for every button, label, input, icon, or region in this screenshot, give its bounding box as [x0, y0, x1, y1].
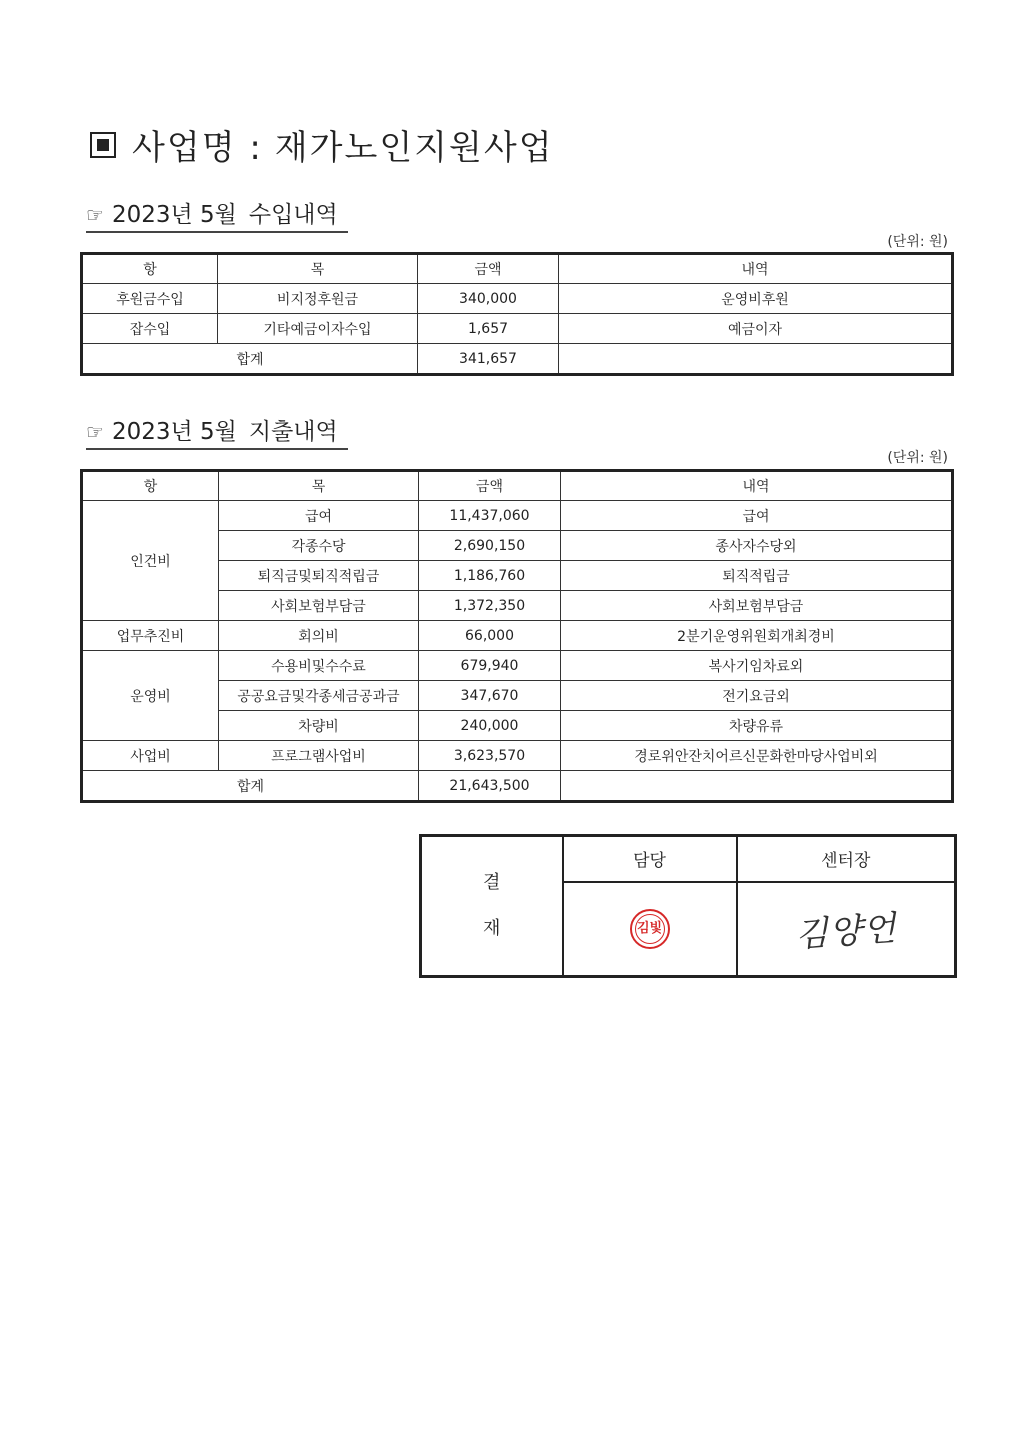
expense-amount: 679,940 — [419, 651, 561, 681]
expense-amount: 240,000 — [419, 711, 561, 741]
income-amount: 1,657 — [418, 314, 559, 344]
approval-label — [421, 836, 563, 977]
seal-text: 김빛 — [635, 914, 665, 944]
expense-amount: 11,437,060 — [419, 501, 561, 531]
expense-hang: 사업비 — [82, 741, 219, 771]
table-row — [82, 284, 953, 314]
income-total-row — [82, 344, 953, 375]
income-mok: 기타예금이자수입 — [218, 314, 418, 344]
expense-amount: 1,372,350 — [419, 591, 561, 621]
income-hang: 후원금수입 — [82, 284, 218, 314]
expense-mok: 차량비 — [219, 711, 419, 741]
income-header-row — [82, 254, 953, 284]
expense-mok: 수용비및수수료 — [219, 651, 419, 681]
page-title — [90, 120, 554, 169]
expense-detail: 경로위안잔치어르신문화한마당사업비외 — [561, 741, 953, 771]
income-heading-label: 수입내역 — [248, 202, 338, 228]
expense-heading-label: 지출내역 — [248, 419, 338, 445]
expense-detail: 복사기임차료외 — [561, 651, 953, 681]
expense-detail: 전기요금외 — [561, 681, 953, 711]
expense-total-amount: 21,643,500 — [419, 771, 561, 802]
expense-amount: 347,670 — [419, 681, 561, 711]
expense-detail: 급여 — [561, 501, 953, 531]
income-amount: 340,000 — [418, 284, 559, 314]
income-col-detail: 내역 — [559, 254, 953, 284]
income-detail: 예금이자 — [559, 314, 953, 344]
approval-col-manager: 담당 — [563, 836, 737, 882]
expense-detail: 2분기운영위원회개최경비 — [561, 621, 953, 651]
income-unit: (단위: 원) — [887, 234, 948, 250]
expense-mok: 회의비 — [219, 621, 419, 651]
square-bullet-icon — [90, 132, 116, 158]
table-row — [82, 741, 953, 771]
expense-col-hang: 항 — [82, 471, 219, 501]
expense-mok: 사회보험부담금 — [219, 591, 419, 621]
expense-detail: 종사자수당외 — [561, 531, 953, 561]
expense-mok: 각종수당 — [219, 531, 419, 561]
income-col-mok: 목 — [218, 254, 418, 284]
income-heading-date: 2023년 5월 — [111, 202, 237, 228]
expense-mok: 퇴직금및퇴직적립금 — [219, 561, 419, 591]
expense-detail: 사회보험부담금 — [561, 591, 953, 621]
expense-unit: (단위: 원) — [887, 450, 948, 466]
income-total-label: 합계 — [82, 344, 418, 375]
table-row — [82, 501, 953, 531]
expense-total-detail — [561, 771, 953, 802]
pointing-hand-icon: ☞ — [86, 203, 104, 227]
expense-detail: 차량유류 — [561, 711, 953, 741]
expense-mok: 공공요금및각종세금공과금 — [219, 681, 419, 711]
pointing-hand-icon: ☞ — [86, 420, 104, 444]
income-table — [80, 252, 954, 376]
seal-stamp — [630, 909, 670, 949]
expense-col-amount: 금액 — [419, 471, 561, 501]
expense-amount: 1,186,760 — [419, 561, 561, 591]
expense-col-mok: 목 — [219, 471, 419, 501]
title-name: 재가노인지원사업 — [274, 128, 554, 168]
table-row — [82, 651, 953, 681]
expense-table — [80, 469, 954, 803]
expense-amount: 3,623,570 — [419, 741, 561, 771]
income-mok: 비지정후원금 — [218, 284, 418, 314]
expense-heading-date: 2023년 5월 — [111, 419, 237, 445]
expense-amount: 2,690,150 — [419, 531, 561, 561]
expense-total-label: 합계 — [82, 771, 419, 802]
income-total-amount: 341,657 — [418, 344, 559, 375]
expense-col-detail: 내역 — [561, 471, 953, 501]
expense-hang: 인건비 — [82, 501, 219, 621]
expense-hang: 업무추진비 — [82, 621, 219, 651]
income-col-hang: 항 — [82, 254, 218, 284]
approval-label-2: 재 — [483, 918, 501, 939]
expense-header-row — [82, 471, 953, 501]
income-hang: 잡수입 — [82, 314, 218, 344]
expense-mok: 급여 — [219, 501, 419, 531]
approval-col-director: 센터장 — [737, 836, 956, 882]
expense-amount: 66,000 — [419, 621, 561, 651]
title-prefix: 사업명 : — [132, 128, 263, 168]
table-row — [82, 314, 953, 344]
income-detail: 운영비후원 — [559, 284, 953, 314]
income-col-amount: 금액 — [418, 254, 559, 284]
expense-heading — [86, 413, 348, 450]
approval-box — [419, 834, 957, 978]
expense-hang: 운영비 — [82, 651, 219, 741]
expense-detail: 퇴직적립금 — [561, 561, 953, 591]
signature: 김양언 — [793, 908, 899, 956]
director-signature-cell — [737, 882, 956, 977]
table-row — [82, 621, 953, 651]
income-total-detail — [559, 344, 953, 375]
income-heading — [86, 196, 348, 233]
approval-label-1: 결 — [483, 872, 501, 893]
manager-seal-cell — [563, 882, 737, 977]
expense-total-row — [82, 771, 953, 802]
expense-mok: 프로그램사업비 — [219, 741, 419, 771]
